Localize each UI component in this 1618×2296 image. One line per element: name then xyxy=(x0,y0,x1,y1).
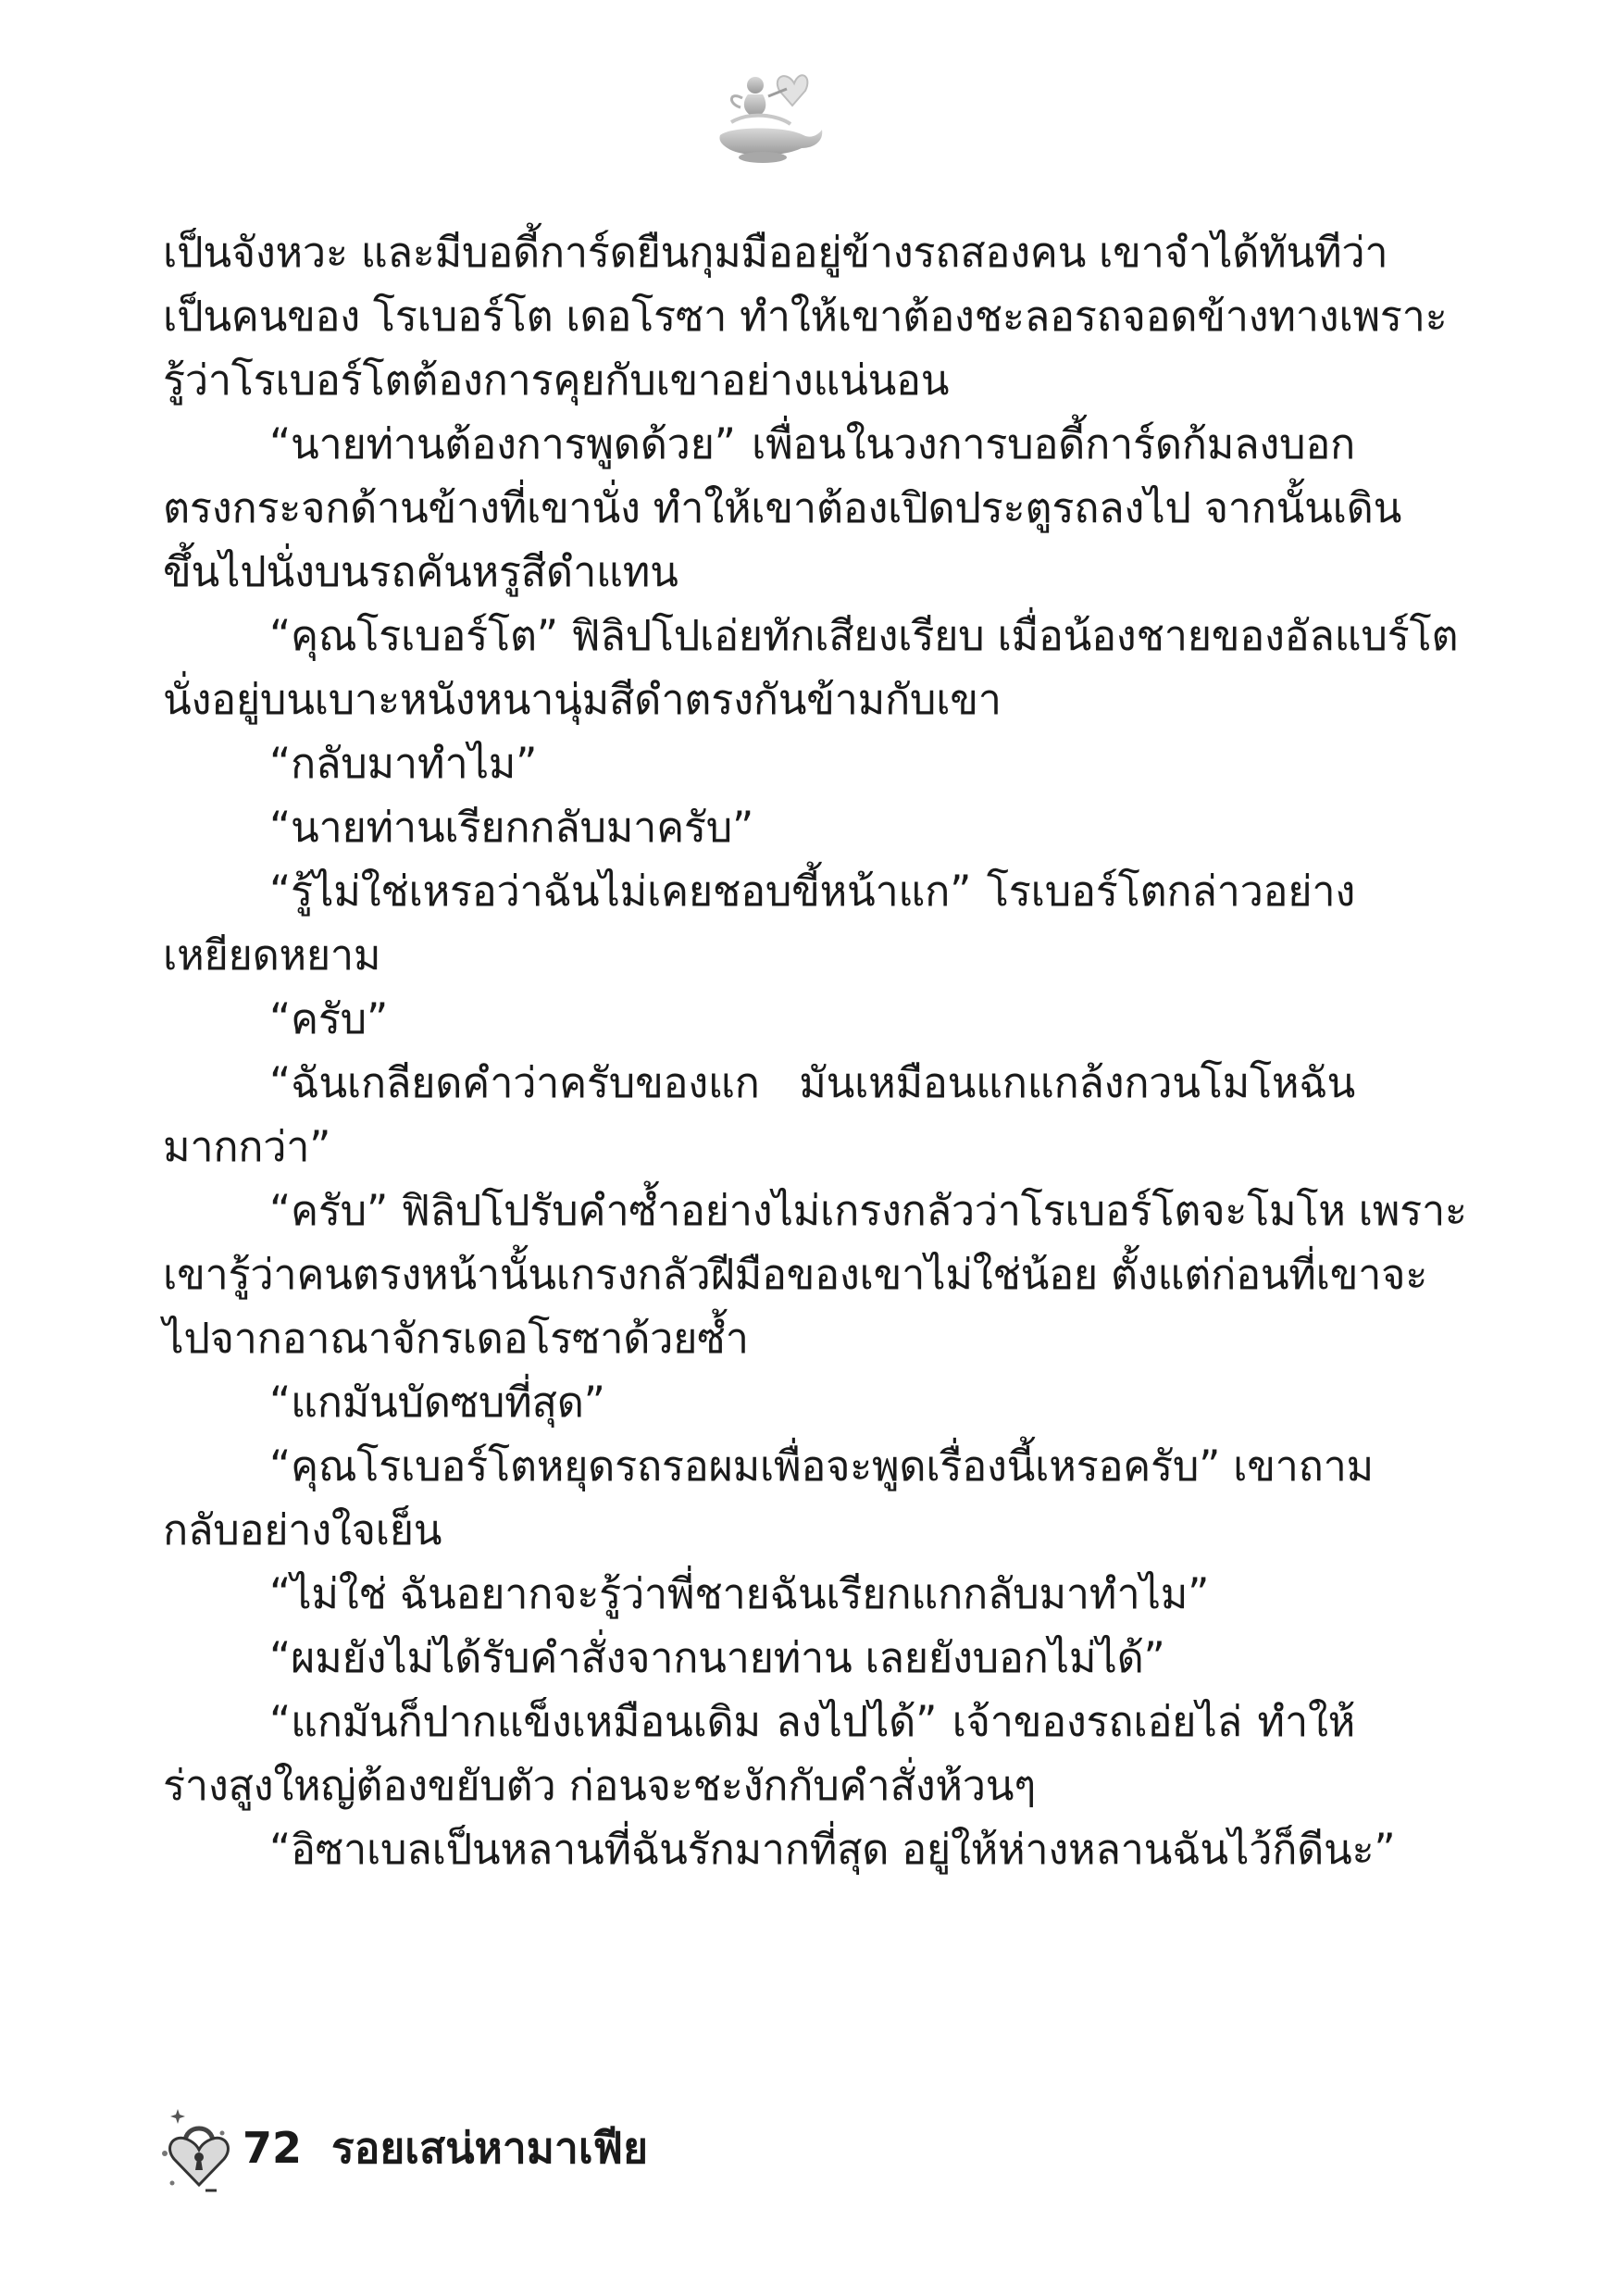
book-title: รอยเสน่หามาเฟีย xyxy=(331,2123,649,2173)
paragraph xyxy=(163,1817,1396,1881)
text-line: “ครับ” xyxy=(269,994,388,1043)
paragraph xyxy=(163,987,1355,1051)
text-line: ร่างสูงใหญ่ต้องขยับตัว ก่อนจะชะงักกับคำสั่งห้วนๆ xyxy=(163,1761,1037,1810)
page-number: 72 xyxy=(243,2123,303,2173)
text-line: เป็นคนของ โรเบอร์โต เดอโรซา ทำให้เขาต้องชะลอรถจอดข้างทางเพราะ xyxy=(163,292,1448,341)
text-line: นั่งอยู่บนเบาะหนังหนานุ่มสีดำตรงกันข้ามกับเขา xyxy=(163,675,1002,724)
text-line: ตรงกระจกด้านข้างที่เขานั่ง ทำให้เขาต้องเปิดประตูรถลงไป จากนั้นเดิน xyxy=(163,483,1402,532)
paragraph xyxy=(163,731,1355,795)
paragraph xyxy=(163,1179,1467,1370)
text-line: “ฉันเกลียดคำว่าครับของแก มันเหมือนแกแกล้งกวนโมโหฉัน xyxy=(269,1058,1355,1107)
paragraph xyxy=(163,604,1459,731)
text-line: “คุณโรเบอร์โตหยุดรถรอผมเพื่อจะพูดเรื่องนี้เหรอครับ” เขาถาม xyxy=(269,1441,1374,1491)
page-body-text xyxy=(163,220,1467,1881)
paragraph xyxy=(163,1562,1355,1626)
text-line: เขารู้ว่าคนตรงหน้านั้นเกรงกลัวฝีมือของเขาไม่ใช่น้อย ตั้งแต่ก่อนที่เขาจะ xyxy=(163,1250,1428,1299)
paragraph xyxy=(163,1434,1374,1562)
text-line: “ไม่ใช่ ฉันอยากจะรู้ว่าพี่ชายฉันเรียกแกกลับมาทำไม” xyxy=(269,1569,1210,1618)
paragraph xyxy=(163,1051,1355,1179)
text-line: เหยียดหยาม xyxy=(163,930,381,980)
paragraph xyxy=(163,1370,1355,1434)
text-line: “อิซาเบลเป็นหลานที่ฉันรักมากที่สุด อยู่ให้ห่างหลานฉันไว้ก็ดีนะ” xyxy=(269,1825,1396,1874)
text-line: “กลับมาทำไม” xyxy=(269,739,538,788)
text-line: มากกว่า” xyxy=(163,1122,331,1171)
paragraph xyxy=(163,795,1355,859)
text-line: “แกมันบัดซบที่สุด” xyxy=(269,1378,605,1427)
paragraph xyxy=(163,859,1355,987)
text-line: ไปจากอาณาจักรเดอโรซาด้วยซ้ำ xyxy=(163,1314,749,1363)
cupid-teapot-ornament-icon xyxy=(694,57,833,168)
text-line: เป็นจังหวะ และมีบอดี้การ์ดยืนกุมมืออยู่ข้างรถสองคน เขาจำได้ทันทีว่า xyxy=(163,228,1388,277)
paragraph xyxy=(163,1690,1355,1817)
text-line: “ผมยังไม่ได้รับคำสั่งจากนายท่าน เลยยังบอกไม่ได้” xyxy=(269,1633,1165,1682)
text-line: “นายท่านเรียกกลับมาครับ” xyxy=(269,803,754,852)
text-line: “แกมันก็ปากแข็งเหมือนเดิม ลงไปได้” เจ้าของรถเอ่ยไล่ ทำให้ xyxy=(269,1697,1355,1746)
text-line: “ครับ” ฟิลิปโปรับคำซ้ำอย่างไม่เกรงกลัวว่าโรเบอร์โตจะโมโห เพราะ xyxy=(269,1186,1467,1235)
page-footer xyxy=(157,2102,805,2194)
text-line: “รู้ไม่ใช่เหรอว่าฉันไม่เคยชอบขี้หน้าแก” โรเบอร์โตกล่าวอย่าง xyxy=(269,867,1355,916)
paragraph xyxy=(163,1626,1355,1690)
text-line: ขึ้นไปนั่งบนรถคันหรูสีดำแทน xyxy=(163,547,678,596)
heart-padlock-icon xyxy=(157,2102,241,2194)
text-line: “นายท่านต้องการพูดด้วย” เพื่อนในวงการบอดี้การ์ดก้มลงบอก xyxy=(269,419,1355,468)
text-line: “คุณโรเบอร์โต” ฟิลิปโปเอ่ยทักเสียงเรียบ เมื่อน้องชายของอัลแบร์โต xyxy=(269,611,1459,660)
paragraph xyxy=(163,412,1402,604)
text-line: รู้ว่าโรเบอร์โตต้องการคุยกับเขาอย่างแน่นอน xyxy=(163,356,950,405)
paragraph xyxy=(163,220,1448,412)
text-line: กลับอย่างใจเย็น xyxy=(163,1505,442,1554)
